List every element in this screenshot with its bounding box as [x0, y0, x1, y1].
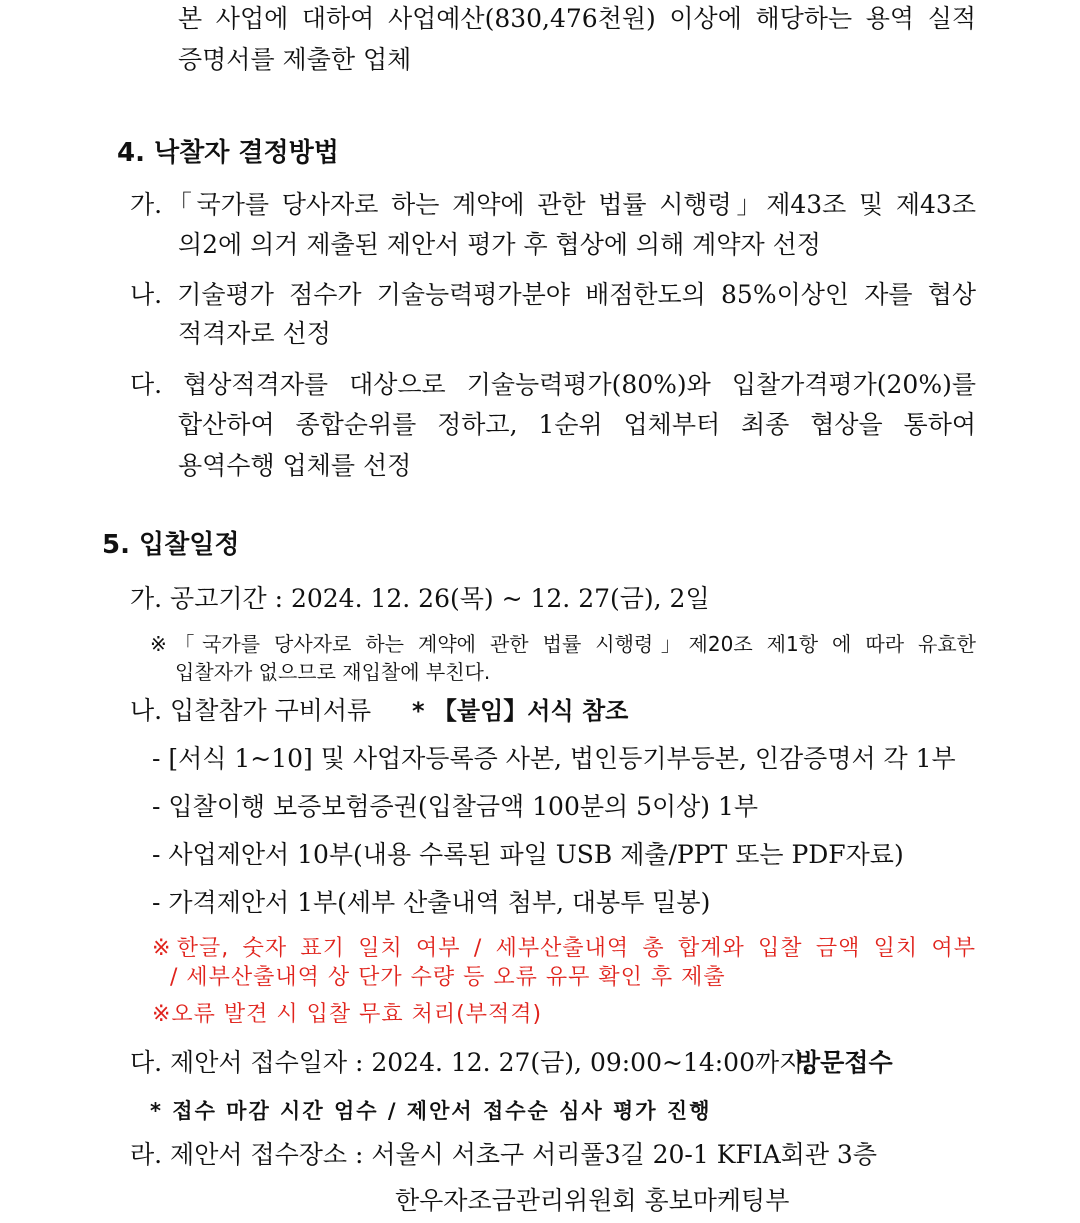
section-5-da-label: 다. 제안서 접수일자 : 2024. 12. 27(금), 09:00~14:00까지, [130, 1048, 812, 1077]
section-4-da-line-2: 합산하여 종합순위를 정하고, 1순위 업체부터 최종 협상을 통하여 [178, 410, 976, 439]
section-5-na-note: * 【붙임】서식 참조 [412, 697, 629, 725]
warning-2: ※오류 발견 시 입찰 무효 처리(부적격) [152, 1002, 543, 1027]
section-4-heading: 4. 낙찰자 결정방법 [117, 138, 339, 168]
doc-item-3: - 사업제안서 10부(내용 수록된 파일 USB 제출/PPT 또는 PDF자료) [152, 840, 904, 869]
section-4-na-line-1: 나. 기술평가 점수가 기술능력평가분야 배점한도의 85%이상인 자를 협상 [130, 280, 976, 309]
section-5-ra: 라. 제안서 접수장소 : 서울시 서초구 서리풀3길 20-1 KFIA회관 3층 [130, 1140, 877, 1169]
section-4-da-line-3: 용역수행 업체를 선정 [178, 451, 412, 480]
section-4-ga-line-1: 가.「국가를 당사자로 하는 계약에 관한 법률 시행령」제43조 및 제43조 [130, 190, 976, 219]
section-5-ga: 가. 공고기간 : 2024. 12. 26(목) ~ 12. 27(금), 2일 [130, 584, 710, 613]
top-line-2: 증명서를 제출한 업체 [178, 45, 412, 74]
top-line-1: 본 사업에 대하여 사업예산(830,476천원) 이상에 해당하는 용역 실적 [178, 4, 976, 33]
warning-1-line-2: / 세부산출내역 상 단가 수량 등 오류 유무 확인 후 제출 [170, 965, 726, 990]
section-5-ga-note-line-1: ※「국가를 당사자로 하는 계약에 관한 법률 시행령」제20조 제1항 에 따라 유효한 [150, 632, 976, 656]
section-4-ga-line-2: 의2에 의거 제출된 제안서 평가 후 협상에 의해 계약자 선정 [178, 230, 821, 259]
section-5-da-bold: 방문접수 [796, 1048, 893, 1077]
doc-item-2: - 입찰이행 보증보험증권(입찰금액 100분의 5이상) 1부 [152, 792, 759, 821]
warning-1-line-1: ※한글, 숫자 표기 일치 여부 / 세부산출내역 총 합계와 입찰 금액 일치 여부 [152, 936, 976, 961]
section-5-heading: 5. 입찰일정 [102, 530, 240, 560]
doc-item-4: - 가격제안서 1부(세부 산출내역 첨부, 대봉투 밀봉) [152, 888, 711, 917]
section-5-ga-note-line-2: 입찰자가 없으므로 재입찰에 부친다. [175, 660, 491, 684]
section-4-na-line-2: 적격자로 선정 [178, 319, 331, 348]
doc-item-1: - [서식 1~10] 및 사업자등록증 사본, 법인등기부등본, 인감증명서 각 1부 [152, 744, 956, 773]
section-5-ra-sub: 한우자조금관리위원회 홍보마케팅부 [395, 1186, 790, 1215]
section-4-da-line-1: 다. 협상적격자를 대상으로 기술능력평가(80%)와 입찰가격평가(20%)를 [130, 370, 976, 399]
section-5-da-note: * 접수 마감 시간 엄수 / 제안서 접수순 심사 평가 진행 [150, 1099, 712, 1123]
section-5-na-label: 나. 입찰참가 구비서류 [130, 696, 372, 725]
